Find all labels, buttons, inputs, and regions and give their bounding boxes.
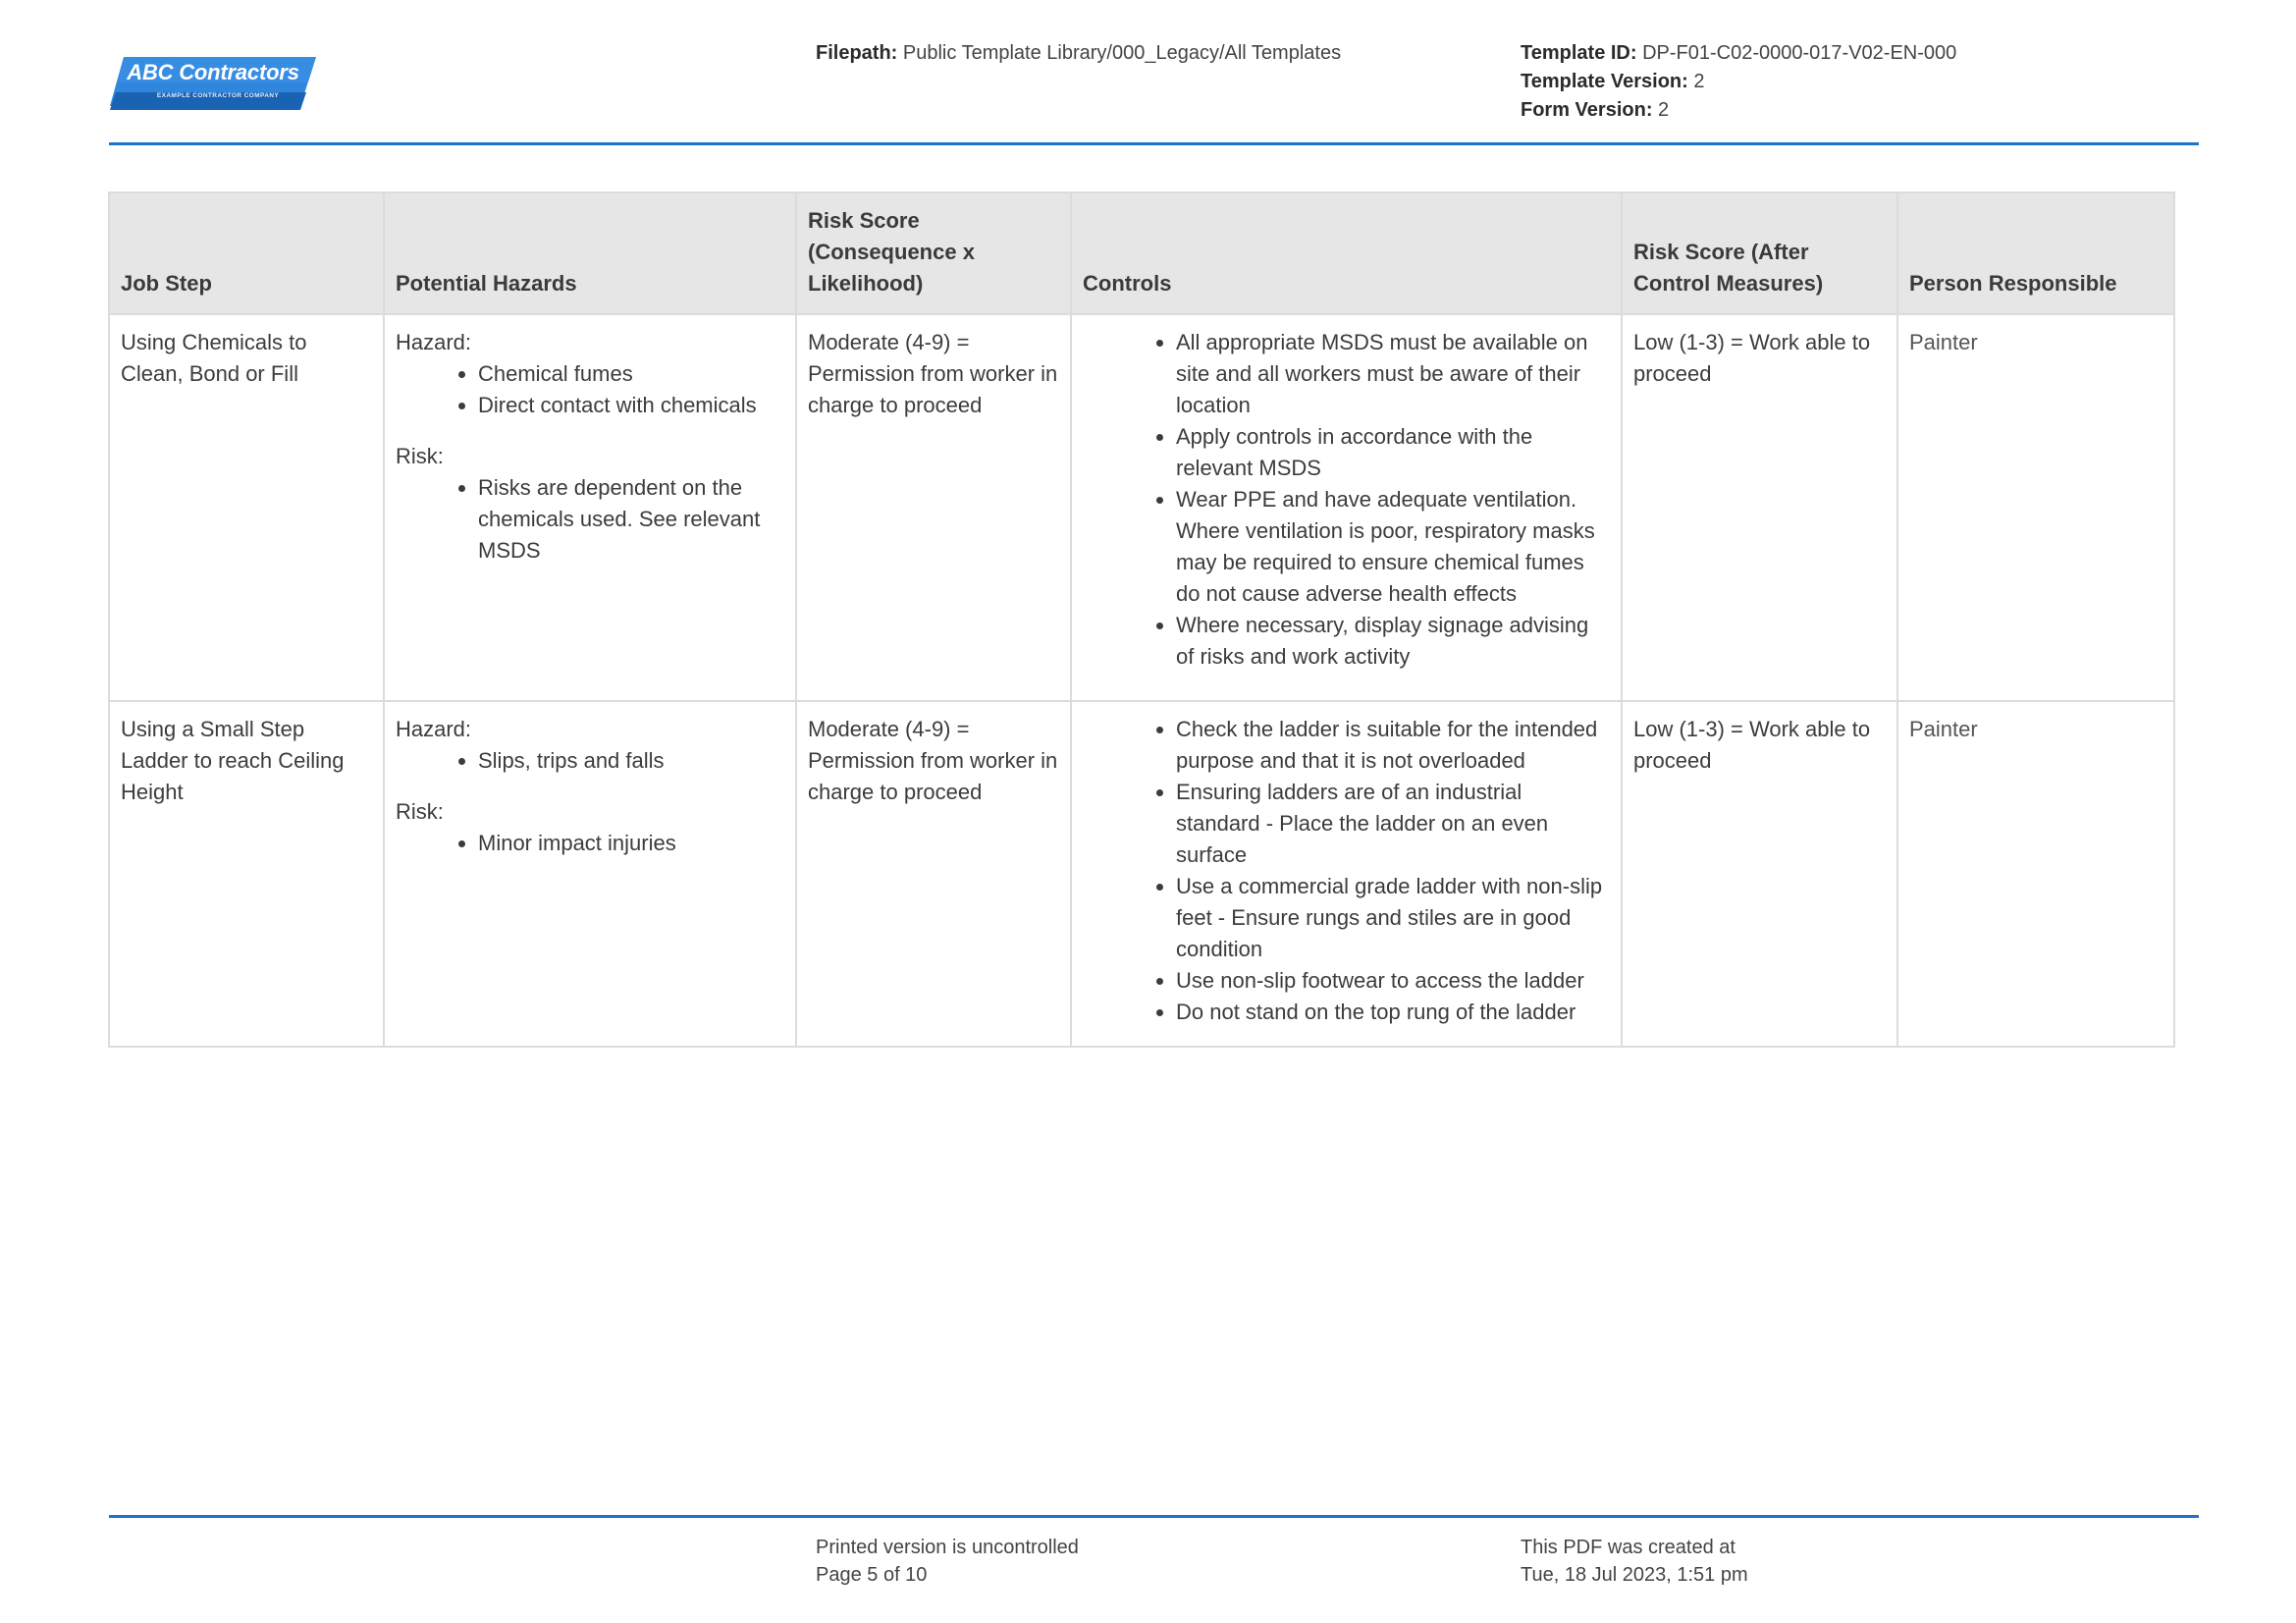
- control-item: • Check the ladder is suitable for the intended purpose and that it is not overloaded: [1176, 714, 1610, 777]
- risk-label: Risk:: [396, 444, 444, 468]
- logo-tagline: EXAMPLE CONTRACTOR COMPANY: [156, 92, 280, 99]
- column-header-person-responsible: Person Responsible: [1897, 192, 2174, 314]
- form-version-value: 2: [1658, 99, 1670, 121]
- controls-cell: [1071, 701, 1622, 1047]
- filepath-value: Public Template Library/000_Legacy/All Templates: [902, 42, 1342, 64]
- table-row: [109, 701, 2174, 1047]
- hazard-label: Hazard:: [396, 717, 472, 741]
- risk-assessment-table: [108, 191, 2175, 1048]
- potential-hazards-cell: [384, 701, 796, 1047]
- risk-after-cell: Low (1-3) = Work able to proceed: [1622, 314, 1897, 701]
- risk-score-cell: Moderate (4-9) = Permission from worker in charge to proceed: [796, 701, 1071, 1047]
- potential-hazards-cell: [384, 314, 796, 701]
- controls-list: [1083, 714, 1610, 1028]
- hazard-item: • Direct contact with chemicals: [478, 390, 784, 421]
- control-item: • All appropriate MSDS must be available on site and all workers must be aware of their location: [1176, 327, 1610, 421]
- company-logo: [110, 53, 316, 112]
- controls-cell: [1071, 314, 1622, 701]
- table-row: [109, 314, 2174, 701]
- template-version-line: [1521, 68, 1956, 96]
- form-version-label: Form Version:: [1521, 99, 1653, 121]
- control-item: • Do not stand on the top rung of the ladder: [1176, 997, 1610, 1028]
- column-header-risk-after: Risk Score (After Control Measures): [1622, 192, 1897, 314]
- risk-after-cell: Low (1-3) = Work able to proceed: [1622, 701, 1897, 1047]
- template-version-label: Template Version:: [1521, 71, 1688, 92]
- controls-list: [1083, 327, 1610, 673]
- risk-item: • Risks are dependent on the chemicals used. See relevant MSDS: [478, 472, 784, 567]
- control-item: • Ensuring ladders are of an industrial standard - Place the ladder on an even surface: [1176, 777, 1610, 871]
- filepath-label: Filepath:: [816, 42, 898, 64]
- risk-label: Risk:: [396, 799, 444, 824]
- risk-list: [396, 828, 784, 859]
- hazard-list: [396, 358, 784, 421]
- footer-divider: [109, 1515, 2199, 1518]
- created-timestamp: Tue, 18 Jul 2023, 1:51 pm: [1521, 1564, 1748, 1586]
- column-header-risk-score: Risk Score (Consequence x Likelihood): [796, 192, 1071, 314]
- hazard-item: • Chemical fumes: [478, 358, 784, 390]
- template-info-block: [1521, 39, 1956, 125]
- footer-created-info: [1521, 1534, 1748, 1589]
- person-responsible-cell: Painter: [1897, 314, 2174, 701]
- page-number: Page 5 of 10: [816, 1564, 928, 1586]
- hazard-item: • Slips, trips and falls: [478, 745, 784, 777]
- template-id-label: Template ID:: [1521, 42, 1637, 64]
- uncontrolled-notice: Printed version is uncontrolled: [816, 1537, 1079, 1558]
- job-step-cell: Using Chemicals to Clean, Bond or Fill: [109, 314, 384, 701]
- risk-score-cell: Moderate (4-9) = Permission from worker in charge to proceed: [796, 314, 1071, 701]
- logo-company-name: ABC Contractors: [127, 60, 299, 84]
- risk-item: • Minor impact injuries: [478, 828, 784, 859]
- header-divider: [109, 142, 2199, 145]
- control-item: • Where necessary, display signage advising of risks and work activity: [1176, 610, 1610, 673]
- job-step-cell: Using a Small Step Ladder to reach Ceiling Height: [109, 701, 384, 1047]
- footer-print-info: [816, 1534, 1079, 1589]
- control-item: • Use non-slip footwear to access the ladder: [1176, 965, 1610, 997]
- template-id-value: DP-F01-C02-0000-017-V02-EN-000: [1642, 42, 1957, 64]
- hazard-label: Hazard:: [396, 330, 472, 354]
- template-id-line: [1521, 39, 1956, 68]
- control-item: • Wear PPE and have adequate ventilation. Where ventilation is poor, respiratory masks may be required to ensure chemical fumes do not cause adverse health effects: [1176, 484, 1610, 610]
- hazard-list: [396, 745, 784, 777]
- created-label: This PDF was created at: [1521, 1537, 1735, 1558]
- column-header-potential-hazards: Potential Hazards: [384, 192, 796, 314]
- form-version-line: [1521, 96, 1956, 125]
- person-responsible-cell: Painter: [1897, 701, 2174, 1047]
- template-version-value: 2: [1693, 71, 1705, 92]
- control-item: • Apply controls in accordance with the relevant MSDS: [1176, 421, 1610, 484]
- table-header-row: [109, 192, 2174, 314]
- risk-list: [396, 472, 784, 567]
- filepath-block: [816, 39, 1341, 68]
- control-item: • Use a commercial grade ladder with non-slip feet - Ensure rungs and stiles are in good condition: [1176, 871, 1610, 965]
- column-header-job-step: Job Step: [109, 192, 384, 314]
- column-header-controls: Controls: [1071, 192, 1622, 314]
